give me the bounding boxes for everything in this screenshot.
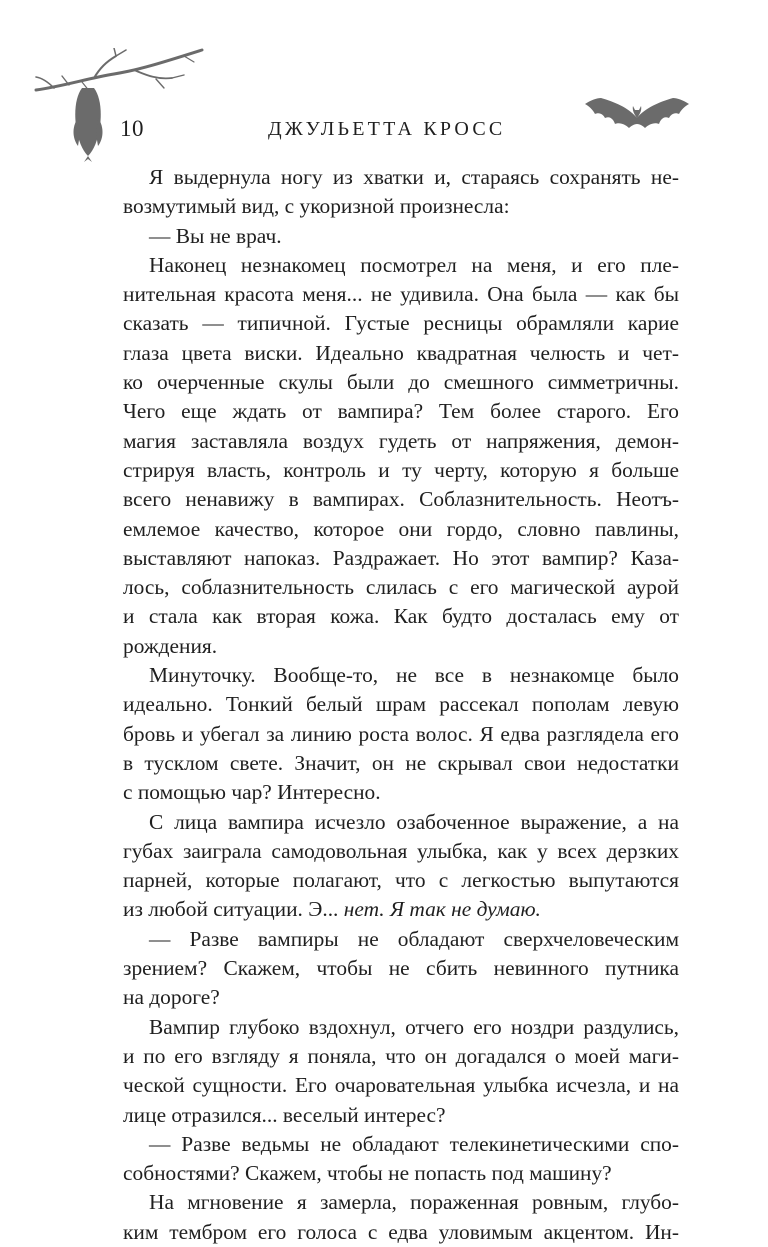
text-line: С лица вампира исчезло озабоченное выражение, а на <box>149 809 679 834</box>
text-line: парней, которые полагают, что с легкостью выпутаются <box>123 868 679 893</box>
text-line: и стала как вторая кожа. Как будто досталась ему от <box>123 604 679 629</box>
text-line: На мгновение я замерла, пораженная ровным, глубо- <box>149 1190 679 1215</box>
page-header <box>118 110 678 150</box>
text-line: — Разве вампиры не обладают сверхчеловеческим <box>149 926 679 951</box>
text-line: Вампир глубоко вздохнул, отчего его ноздри раздулись, <box>149 1014 679 1039</box>
text-line: идеально. Тонкий белый шрам рассекал пополам левую <box>123 692 679 717</box>
text-line: стрируя власть, контроль и ту черту, которую я больше <box>123 457 679 482</box>
text-line: магия заставляла воздух гудеть от напряжения, демон- <box>123 428 679 453</box>
text-line: ко очерченные скулы были до смешного симметричны. <box>123 370 679 395</box>
page-number: 10 <box>120 116 144 141</box>
text-line: собностями? Скажем, чтобы не попасть под машину? <box>123 1161 612 1186</box>
text-line: рождения. <box>123 633 218 658</box>
text-line: с помощью чар? Интересно. <box>123 780 381 805</box>
text-line-plain: из любой ситуации. Э... <box>123 897 339 922</box>
text-line: сказать — типичной. Густые ресницы обрамляли карие <box>123 311 679 336</box>
text-line: в тусклом свете. Значит, он не скрывал свои недостатки <box>123 750 679 775</box>
text-line: ческой сущности. Его очаровательная улыбка исчезла, и на <box>123 1073 679 1098</box>
text-line: Наконец незнакомец посмотрел на меня, и его пле- <box>149 252 679 277</box>
text-line: бровь и убегал за линию роста волос. Я едва разглядела его <box>123 721 679 746</box>
text-line: Чего еще ждать от вампира? Тем более старого. Его <box>123 399 679 424</box>
running-title: ДЖУЛЬЕТТА КРОСС <box>268 118 506 140</box>
text-line: всего ненавижу в вампирах. Соблазнительность. Неотъ- <box>123 487 679 512</box>
text-line: лице отразился... веселый интерес? <box>123 1102 446 1127</box>
text-line: лось, соблазнительность слилась с его магической аурой <box>123 575 679 600</box>
text-line: нительная красота меня... не удивила. Она была — как бы <box>123 282 679 307</box>
text-line: — Вы не врач. <box>149 223 282 248</box>
text-line: выставляют напоказ. Раздражает. Но этот вампир? Каза- <box>123 545 679 570</box>
body-text <box>123 163 679 1247</box>
text-line: Минуточку. Вообще-то, не все в незнакомце было <box>149 663 679 688</box>
text-line <box>123 895 679 924</box>
text-line: губах заиграла самодовольная улыбка, как у всех дерзких <box>123 838 679 863</box>
text-line: зрением? Скажем, чтобы не сбить невинного путника <box>123 956 679 981</box>
text-line: возмутимый вид, с укоризной произнесла: <box>123 194 510 219</box>
text-line: емлемое качество, которое они гордо, словно павлины, <box>123 516 679 541</box>
text-line: глаза цвета виски. Идеально квадратная челюсть и чет- <box>123 340 679 365</box>
text-line: ким тембром его голоса с едва уловимым акцентом. Ин- <box>123 1219 679 1244</box>
text-line: на дороге? <box>123 985 220 1010</box>
text-line: и по его взгляду я поняла, что он догадался о моей маги- <box>123 1043 679 1068</box>
text-line-italic: нет. Я так не думаю. <box>343 897 541 922</box>
text-line: — Разве ведьмы не обладают телекинетическими спо- <box>149 1131 679 1156</box>
text-line: Я выдернула ногу из хватки и, стараясь сохранять не- <box>149 165 679 189</box>
